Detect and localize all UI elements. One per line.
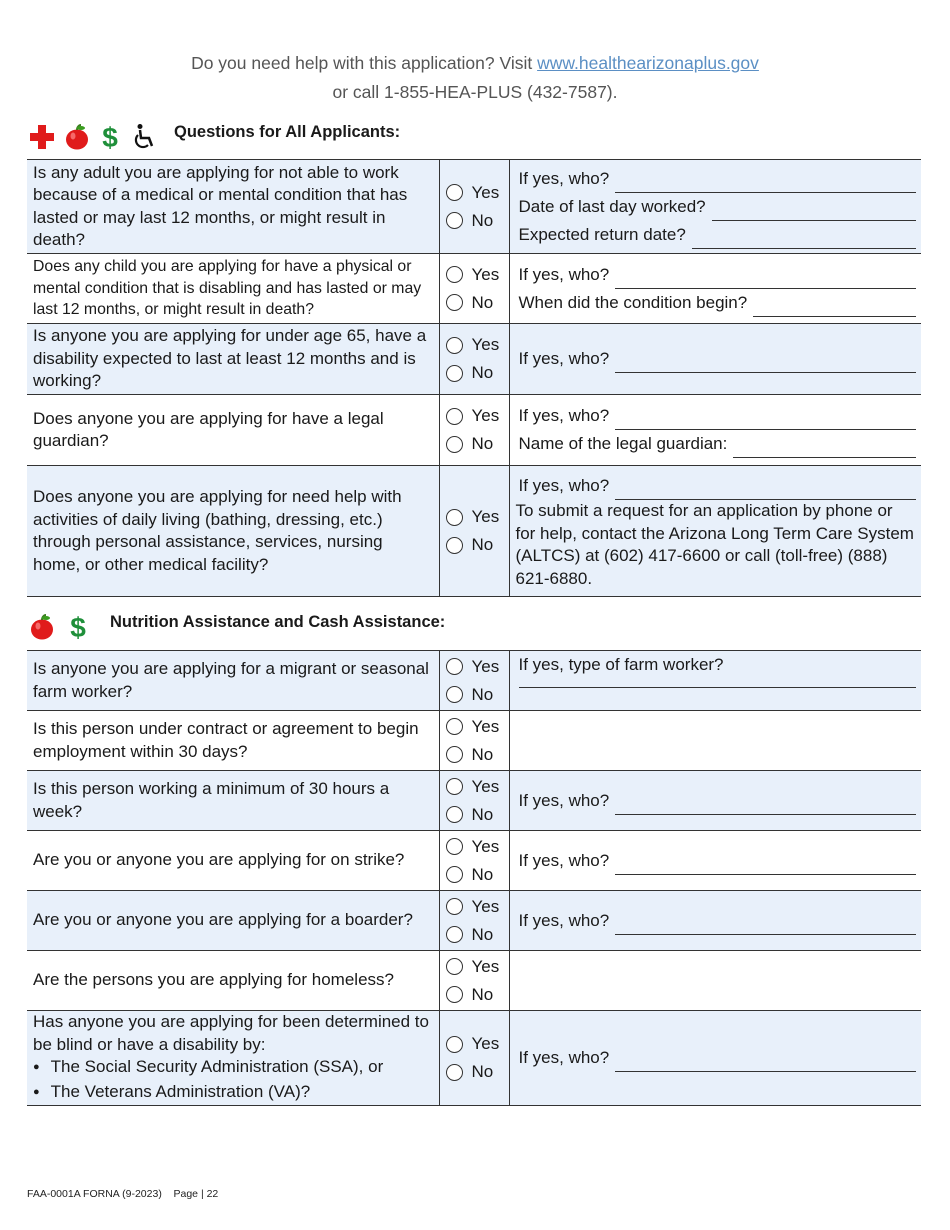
- yes-no-options: [439, 160, 509, 254]
- section1-title: Questions for All Applicants:: [174, 122, 401, 141]
- question-text: Has anyone you are applying for been determined to be blind or have a disability by:: [33, 1012, 429, 1054]
- no-radio[interactable]: [446, 365, 463, 382]
- no-label: No: [471, 210, 494, 230]
- yes-label: Yes: [471, 896, 500, 916]
- yes-no-options: [439, 324, 509, 395]
- field-label: If yes, who?: [518, 476, 610, 495]
- question-text: Is this person under contract or agreement to begin employment within 30 days?: [27, 711, 439, 771]
- yes-radio[interactable]: [446, 184, 463, 201]
- followup-cell: [509, 831, 921, 891]
- no-option[interactable]: [446, 207, 509, 235]
- field-label: If yes, type of farm worker?: [518, 655, 724, 674]
- apple-icon: [64, 124, 90, 150]
- list-item: ● The Veterans Administration (VA)?: [33, 1081, 433, 1106]
- who-input[interactable]: [615, 355, 916, 373]
- table-row: [27, 771, 921, 831]
- no-label: No: [471, 864, 494, 884]
- yes-no-options: [439, 951, 509, 1011]
- help-website-link[interactable]: www.healthearizonaplus.gov: [537, 53, 759, 73]
- question-text: Are you or anyone you are applying for a boarder?: [27, 891, 439, 951]
- yes-no-options: [439, 1011, 509, 1106]
- question-text: Does anyone you are applying for need help with activities of daily living (bathing, dressing, etc.) through personal assistance, services, nursing home, or other medical facility?: [27, 466, 439, 597]
- section2-header: [29, 612, 445, 642]
- who-input[interactable]: [615, 917, 916, 935]
- yes-radio[interactable]: [446, 266, 463, 283]
- no-option[interactable]: [446, 430, 509, 458]
- field-label: If yes, who?: [518, 790, 610, 810]
- table-row: [27, 951, 921, 1011]
- red-cross-icon: [29, 124, 55, 150]
- no-option[interactable]: [446, 359, 509, 387]
- no-option[interactable]: [446, 1058, 509, 1086]
- apple-icon: [29, 614, 55, 640]
- table-row: [27, 466, 921, 597]
- no-radio[interactable]: [446, 986, 463, 1003]
- yes-option[interactable]: [446, 713, 509, 741]
- yes-radio[interactable]: [446, 958, 463, 975]
- yes-label: Yes: [471, 716, 500, 736]
- yes-no-options: [439, 395, 509, 466]
- question-cell: [27, 1011, 439, 1106]
- yes-radio[interactable]: [446, 718, 463, 735]
- svg-text:$: $: [102, 122, 118, 152]
- no-option[interactable]: [446, 861, 509, 889]
- yes-option[interactable]: [446, 1030, 509, 1058]
- yes-option[interactable]: [446, 261, 509, 289]
- no-option[interactable]: [446, 981, 509, 1009]
- no-radio[interactable]: [446, 806, 463, 823]
- yes-option[interactable]: [446, 653, 509, 681]
- form-id: FAA-0001A FORNA (9-2023): [27, 1188, 162, 1200]
- followup-cell: [509, 891, 921, 951]
- no-radio[interactable]: [446, 686, 463, 703]
- yes-radio[interactable]: [446, 337, 463, 354]
- no-label: No: [471, 535, 494, 554]
- no-label: No: [471, 363, 494, 382]
- dollar-icon: [67, 612, 89, 642]
- wheelchair-icon: [130, 123, 158, 151]
- page-number: Page | 22: [173, 1188, 219, 1200]
- yes-no-options: [439, 651, 509, 711]
- followup-cell: [509, 711, 921, 771]
- nutrition-cash-table: [27, 650, 921, 1106]
- table-row: [27, 831, 921, 891]
- field-label: If yes, who?: [518, 1048, 610, 1067]
- no-label: No: [471, 804, 494, 824]
- field-label: If yes, who?: [518, 168, 610, 188]
- yes-label: Yes: [471, 656, 500, 676]
- yes-option[interactable]: [446, 179, 509, 207]
- field-label: If yes, who?: [518, 349, 610, 368]
- section2-title: Nutrition Assistance and Cash Assistance:: [110, 612, 446, 631]
- followup-cell: [509, 324, 921, 395]
- yes-radio[interactable]: [446, 658, 463, 675]
- yes-option[interactable]: [446, 773, 509, 801]
- yes-no-options: [439, 771, 509, 831]
- yes-label: Yes: [471, 406, 500, 425]
- followup-cell: [509, 1011, 921, 1106]
- yes-radio[interactable]: [446, 509, 463, 526]
- yes-no-options: [439, 711, 509, 771]
- no-label: No: [471, 744, 494, 764]
- who-input[interactable]: [615, 857, 916, 875]
- yes-radio[interactable]: [446, 408, 463, 425]
- help-line-2: or call 1-855-HEA-PLUS (432-7587).: [332, 82, 618, 102]
- who-input[interactable]: [615, 412, 916, 430]
- no-radio[interactable]: [446, 537, 463, 554]
- no-option[interactable]: [446, 801, 509, 829]
- who-input[interactable]: [615, 797, 916, 815]
- question-text: Is this person working a minimum of 30 hours a week?: [27, 771, 439, 831]
- no-label: No: [471, 984, 494, 1004]
- no-label: No: [471, 434, 494, 453]
- question-text: Does any child you are applying for have a physical or mental condition that is disabling and has lasted or may last 12 months, or might result in death?: [27, 254, 439, 324]
- who-input[interactable]: [615, 1054, 916, 1072]
- yes-label: Yes: [471, 1034, 500, 1053]
- who-input[interactable]: [615, 271, 916, 289]
- yes-option[interactable]: [446, 953, 509, 981]
- question-text: Does anyone you are applying for have a legal guardian?: [27, 395, 439, 466]
- no-radio[interactable]: [446, 212, 463, 229]
- field-label: If yes, who?: [518, 406, 610, 425]
- yes-no-options: [439, 891, 509, 951]
- followup-cell: [509, 951, 921, 1011]
- followup-cell: [509, 254, 921, 324]
- table-row: [27, 160, 921, 254]
- yes-radio[interactable]: [446, 838, 463, 855]
- no-label: No: [471, 924, 494, 944]
- dollar-icon: [99, 122, 121, 152]
- return-date-input[interactable]: [692, 231, 916, 249]
- field-label: If yes, who?: [518, 910, 610, 930]
- yes-radio[interactable]: [446, 778, 463, 795]
- yes-radio[interactable]: [446, 898, 463, 915]
- field-label: If yes, who?: [518, 850, 610, 870]
- who-input[interactable]: [615, 175, 916, 193]
- yes-label: Yes: [471, 182, 500, 202]
- last-day-worked-input[interactable]: [712, 203, 916, 221]
- field-label: When did the condition begin?: [518, 292, 748, 312]
- yes-label: Yes: [471, 335, 500, 354]
- followup-cell: [509, 160, 921, 254]
- no-radio[interactable]: [446, 294, 463, 311]
- no-option[interactable]: [446, 681, 509, 709]
- question-text: Are the persons you are applying for homeless?: [27, 951, 439, 1011]
- field-label: Date of last day worked?: [518, 196, 706, 216]
- yes-label: Yes: [471, 264, 500, 284]
- yes-label: Yes: [471, 776, 500, 796]
- field-label: If yes, who?: [518, 264, 610, 284]
- yes-option[interactable]: [446, 331, 509, 359]
- yes-option[interactable]: [446, 503, 509, 531]
- no-radio[interactable]: [446, 746, 463, 763]
- followup-cell: [509, 466, 921, 597]
- no-radio[interactable]: [446, 1064, 463, 1081]
- help-line-1: [0, 53, 950, 74]
- condition-began-input[interactable]: [753, 299, 916, 317]
- no-option[interactable]: [446, 289, 509, 317]
- yes-option[interactable]: [446, 833, 509, 861]
- section1-header: [29, 122, 400, 152]
- no-radio[interactable]: [446, 926, 463, 943]
- no-radio[interactable]: [446, 436, 463, 453]
- field-label: Name of the legal guardian:: [518, 434, 728, 453]
- field-label: Expected return date?: [518, 224, 686, 244]
- yes-label: Yes: [471, 836, 500, 856]
- followup-cell: [509, 651, 921, 711]
- table-row: [27, 711, 921, 771]
- agency-list: [33, 1056, 433, 1105]
- help-text: Do you need help with this application? Visit: [191, 53, 533, 73]
- yes-option[interactable]: [446, 893, 509, 921]
- table-row: [27, 324, 921, 395]
- table-row: [27, 254, 921, 324]
- table-row: [27, 651, 921, 711]
- yes-label: Yes: [471, 956, 500, 976]
- yes-no-options: [439, 466, 509, 597]
- followup-cell: [509, 771, 921, 831]
- question-text: Is any adult you are applying for not able to work because of a medical or mental condition that has lasted or may last 12 months, or might result in death?: [27, 160, 439, 254]
- altcs-note: To submit a request for an application by phone or for help, contact the Arizona Long Term Care System (ALTCS) at (602) 417-6600 or call (toll-free) (888) 621-6880.: [515, 501, 914, 588]
- question-text: Are you or anyone you are applying for on strike?: [27, 831, 439, 891]
- no-option[interactable]: [446, 921, 509, 949]
- yes-option[interactable]: [446, 402, 509, 430]
- who-input[interactable]: [615, 482, 916, 500]
- yes-no-options: [439, 254, 509, 324]
- farm-worker-type-input[interactable]: [519, 679, 917, 688]
- followup-cell: [509, 395, 921, 466]
- table-row: [27, 395, 921, 466]
- yes-radio[interactable]: [446, 1036, 463, 1053]
- question-text: Is anyone you are applying for a migrant or seasonal farm worker?: [27, 651, 439, 711]
- guardian-name-input[interactable]: [733, 440, 916, 458]
- no-label: No: [471, 684, 494, 704]
- table-row: [27, 1011, 921, 1106]
- no-label: No: [471, 292, 494, 312]
- question-text: Is anyone you are applying for under age 65, have a disability expected to last at least 12 months and is working?: [27, 324, 439, 395]
- no-option[interactable]: [446, 741, 509, 769]
- no-option[interactable]: [446, 531, 509, 559]
- table-row: [27, 891, 921, 951]
- all-applicants-table: [27, 159, 921, 597]
- yes-no-options: [439, 831, 509, 891]
- list-item: ● The Social Security Administration (SSA), or: [33, 1056, 433, 1081]
- no-label: No: [471, 1062, 494, 1081]
- footer: [27, 1188, 218, 1200]
- no-radio[interactable]: [446, 866, 463, 883]
- yes-label: Yes: [471, 507, 500, 526]
- svg-text:$: $: [70, 612, 86, 642]
